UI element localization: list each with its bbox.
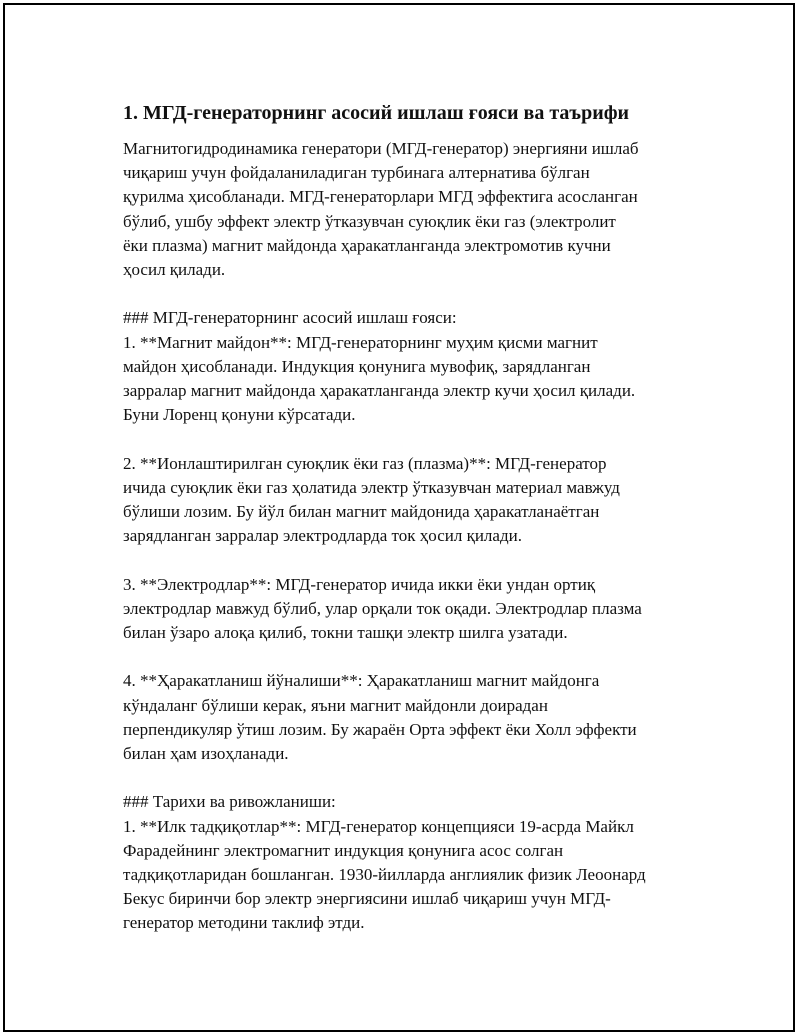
text-line: 3. **Электродлар**: МГД-генератор ичида икки ёки ундан ортиқ [123,574,596,594]
paragraph-gap [123,645,703,669]
section-heading: ### Тарихи ва ривожланиши: [123,792,336,812]
text-line: ҳосил қилади. [123,260,226,280]
text-line: перпендикуляр ўтиш лозим. Бу жараён Орта эффект ёки Холл эффекти [123,719,637,739]
section-principles [123,306,703,427]
text-line: билан ҳам изоҳланади. [123,744,289,764]
text-line: тадқиқотларидан бошланган. 1930-йилларда англиялик физик Леоонард [123,865,646,885]
item-2-paragraph [123,452,703,549]
paragraph-gap [123,548,703,572]
text-line: бўлиб, ушбу эффект электр ўтказувчан суюқлик ёки газ (электролит [123,211,616,231]
text-line: майдон ҳисобланади. Индукция қонунига мувофиқ, зарядланган [123,356,591,376]
text-line: Бекус биринчи бор электр энергиясини ишлаб чиқариш учун МГД- [123,889,611,909]
item-3-paragraph [123,573,703,646]
text-line: қурилма ҳисобланади. МГД-генераторлари МГД эффектига асосланган [123,187,638,207]
text-line: 4. **Ҳаракатланиш йўналиши**: Ҳаракатланиш магнит майдонга [123,671,600,691]
text-line: 1. **Магнит майдон**: МГД-генераторнинг муҳим қисми магнит [123,332,598,352]
text-line: ёки плазма) магнит майдонда ҳаракатланганда электромотив кучни [123,235,611,255]
item-4-paragraph [123,669,703,766]
text-line: ичида суюқлик ёки газ ҳолатида электр ўтказувчан материал мавжуд [123,477,620,497]
document-title: 1. МГД-генераторнинг асосий ишлаш ғояси ва таърифи [123,102,630,124]
intro-paragraph [123,137,703,282]
text-line: кўндаланг бўлиши керак, яъни магнит майдонли доирадан [123,695,548,715]
text-line: зарядланган зарралар электродларда ток ҳосил қилади. [123,526,522,546]
text-line: 1. **Илк тадқиқотлар**: МГД-генератор концепцияси 19-асрда Майкл [123,816,634,836]
text-line: Фарадейнинг электромагнит индукция қонунига асос солган [123,840,564,860]
paragraph-gap [123,766,703,790]
section-heading: ### МГД-генераторнинг асосий ишлаш ғояси: [123,308,457,328]
paragraph-gap [123,282,703,306]
text-line: билан ўзаро алоқа қилиб, токни ташқи электр шилга узатади. [123,623,568,643]
text-line: электродлар мавжуд бўлиб, улар орқали ток оқади. Электродлар плазма [123,598,642,618]
text-line: Буни Лоренц қонуни кўрсатади. [123,405,356,425]
text-line: Магнитогидродинамика генератори (МГД-генератор) энергияни ишлаб [123,139,639,158]
section-history [123,790,703,935]
text-line: чиқариш учун фойдаланиладиган турбинага алтернатива бўлган [123,163,590,183]
text-line: генератор методини таклиф этди. [123,913,365,933]
document-body [123,101,703,936]
page-frame [3,3,795,1032]
text-line: зарралар магнит майдонда ҳаракатланганда электр кучи ҳосил қилади. [123,381,636,401]
paragraph-gap [123,427,703,451]
text-line: 2. **Ионлаштирилган суюқлик ёки газ (плазма)**: МГД-генератор [123,453,607,473]
text-line: бўлиши лозим. Бу йўл билан магнит майдонида ҳаракатланаётган [123,502,600,522]
